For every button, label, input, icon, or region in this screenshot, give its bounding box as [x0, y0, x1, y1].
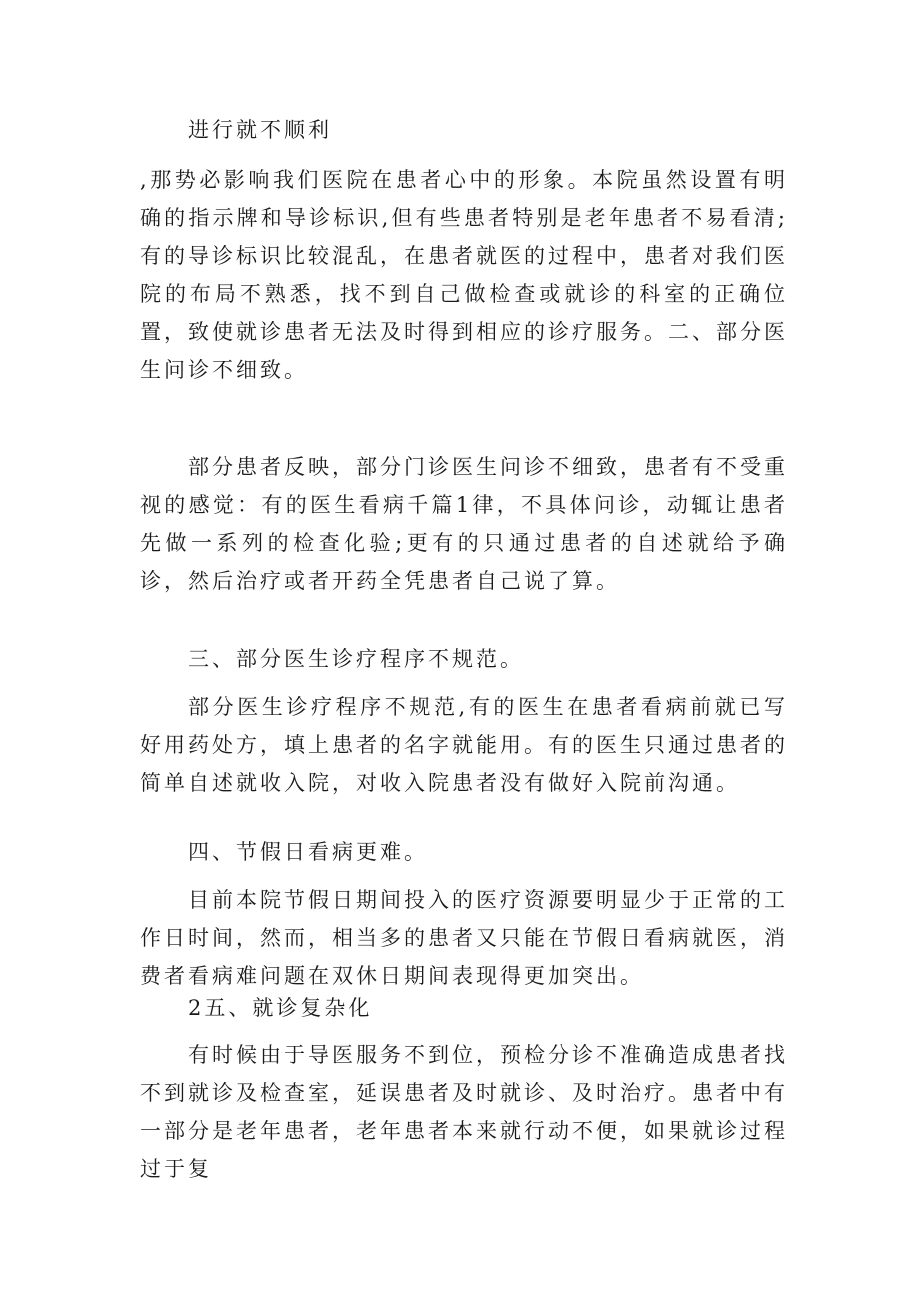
paragraph-4: 三、部分医生诊疗程序不规范。 — [188, 647, 524, 671]
paragraph-9: 有时候由于导医服务不到位，预检分诊不准确造成患者找不到就诊及检查室，延误患者及时就诊、及时治疗。患者中有一部分是老年患者，老年患者本来就行动不便，如果就诊过程过于复 — [140, 1043, 788, 1181]
paragraph-8: 2五、就诊复杂化 — [188, 996, 373, 1020]
paragraph-7: 目前本院节假日期间投入的医疗资源要明显少于正常的工作日时间，然而，相当多的患者又只能在节假日看病就医，消费者看病难问题在双休日期间表现得更加突出。 — [140, 888, 788, 988]
paragraph-1: 进行就不顺利 — [188, 118, 332, 142]
paragraph-2: ,那势必影响我们医院在患者心中的形象。本院虽然设置有明确的指示牌和导诊标识,但有些患者特别是老年患者不易看清;有的导诊标识比较混乱，在患者就医的过程中，患者对我们医院的布局不熟悉，找不到自己做检查或就诊的科室的正确位置，致使就诊患者无法及时得到相应的诊疗服务。二、部分医生问诊不细致。 — [140, 168, 788, 382]
paragraph-6: 四、节假日看病更难。 — [188, 840, 428, 864]
paragraph-3: 部分患者反映，部分门诊医生问诊不细致，患者有不受重视的感觉：有的医生看病千篇1律，不具体问诊，动辄让患者先做一系列的检查化验;更有的只通过患者的自述就给予确诊，然后治疗或者开药全凭患者自己说了算。 — [140, 455, 788, 593]
paragraph-5: 部分医生诊疗程序不规范,有的医生在患者看病前就已写好用药处方，填上患者的名字就能用。有的医生只通过患者的简单自述就收入院，对收入院患者没有做好入院前沟通。 — [140, 695, 788, 795]
